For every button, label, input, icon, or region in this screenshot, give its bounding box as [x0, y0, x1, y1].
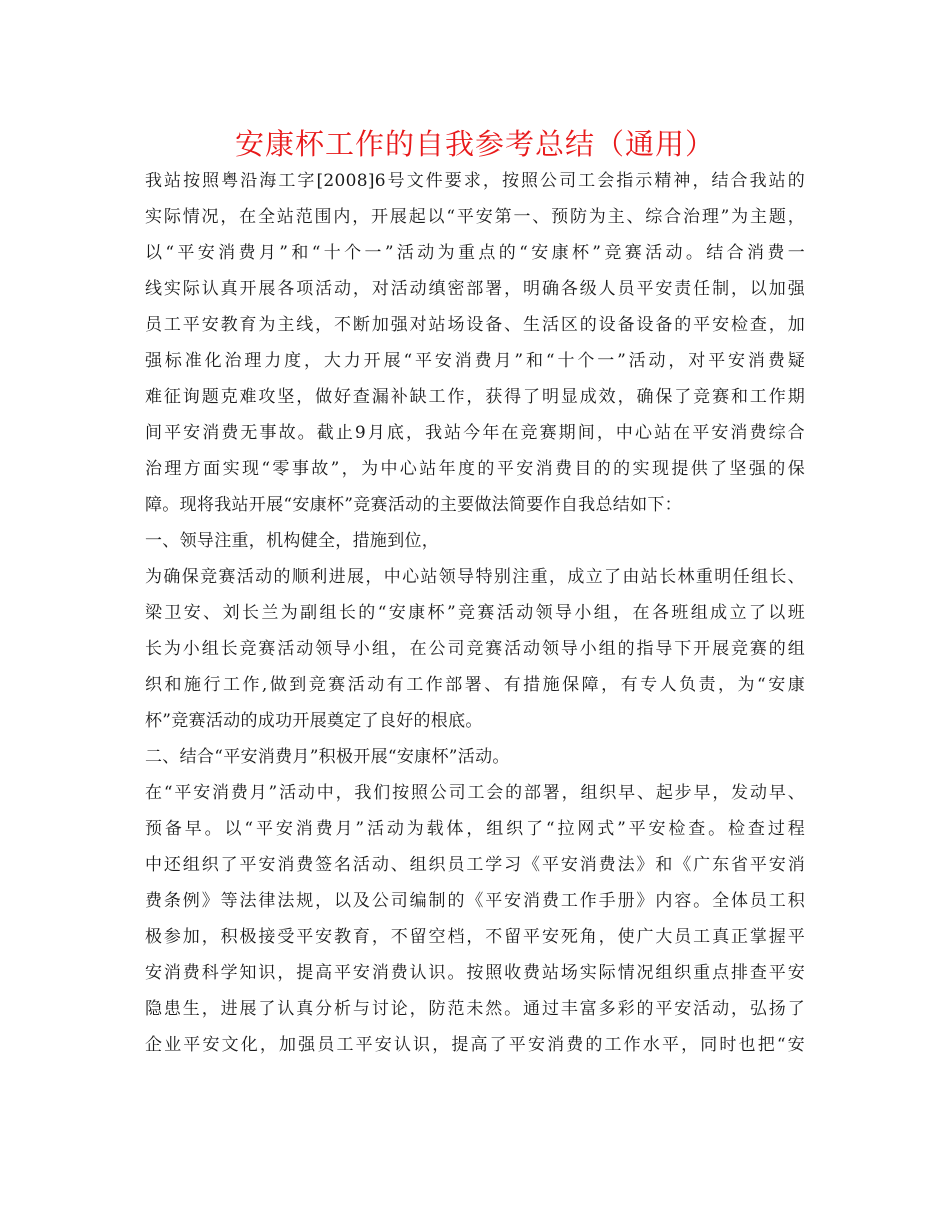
paragraph-line: 长为小组长竞赛活动领导小组，在公司竞赛活动领导小组的指导下开展竞赛的组 [145, 639, 805, 659]
document-body [145, 163, 805, 1063]
paragraph-line: 极参加，积极接受平安教育，不留空档，不留平安死角，使广大员工真正掌握平 [145, 927, 805, 947]
section-heading: 一、领导注重，机构健全，措施到位， [145, 531, 440, 551]
paragraph-line: 以“平安消费月”和“十个一”活动为重点的“安康杯”竞赛活动。结合消费一 [145, 243, 805, 263]
paragraph-line: 隐患生，进展了认真分析与讨论，防范未然。通过丰富多彩的平安活动，弘扬了 [145, 999, 805, 1019]
paragraph-line: 在“平安消费月”活动中，我们按照公司工会的部署，组织早、起步早，发动早、 [145, 783, 805, 803]
paragraph-line: 间平安消费无事故。截止9月底，我站今年在竞赛期间，中心站在平安消费综合 [145, 423, 805, 443]
paragraph-line: 实际情况，在全站范围内，开展起以“平安第一、预防为主、综合治理”为主题， [145, 207, 805, 227]
paragraph-line: 织和施行工作,做到竞赛活动有工作部署、有措施保障，有专人负责，为“安康 [145, 675, 805, 695]
paragraph-line: 预备早。以“平安消费月”活动为载体，组织了“拉网式”平安检查。检查过程 [145, 819, 805, 839]
paragraph-line: 员工平安教育为主线，不断加强对站场设备、生活区的设备设备的平安检查，加 [145, 315, 805, 335]
paragraph-line: 难征询题克难攻坚，做好查漏补缺工作，获得了明显成效，确保了竞赛和工作期 [145, 387, 805, 407]
paragraph-line: 我站按照粤沿海工字[2008]6号文件要求，按照公司工会指示精神，结合我站的 [145, 171, 805, 191]
paragraph-line: 梁卫安、刘长兰为副组长的“安康杯”竞赛活动领导小组，在各班组成立了以班 [145, 603, 805, 623]
paragraph-line: 费条例》等法律法规，以及公司编制的《平安消费工作手册》内容。全体员工积 [145, 891, 805, 911]
paragraph-line: 治理方面实现“零事故”，为中心站年度的平安消费目的的实现提供了坚强的保 [145, 459, 805, 479]
section-heading: 二、结合“平安消费月”积极开展“安康杯”活动。 [145, 747, 510, 767]
paragraph-line: 企业平安文化，加强员工平安认识，提高了平安消费的工作水平，同时也把“安 [145, 1035, 805, 1055]
paragraph-line: 为确保竞赛活动的顺利进展，中心站领导特别注重，成立了由站长林重明任组长、 [145, 567, 805, 587]
paragraph-line: 障。现将我站开展“安康杯”竞赛活动的主要做法简要作自我总结如下： [145, 495, 682, 515]
paragraph-line: 杯”竞赛活动的成功开展奠定了良好的根底。 [145, 711, 483, 731]
paragraph-line: 线实际认真开展各项活动，对活动缜密部署，明确各级人员平安责任制，以加强 [145, 279, 805, 299]
paragraph-line: 安消费科学知识，提高平安消费认识。按照收费站场实际情况组织重点排查平安 [145, 963, 805, 983]
paragraph-line: 强标准化治理力度，大力开展“平安消费月”和“十个一”活动，对平安消费疑 [145, 351, 805, 371]
document-title: 安康杯工作的自我参考总结（通用） [234, 127, 715, 161]
paragraph-line: 中还组织了平安消费签名活动、组织员工学习《平安消费法》和《广东省平安消 [145, 855, 805, 875]
